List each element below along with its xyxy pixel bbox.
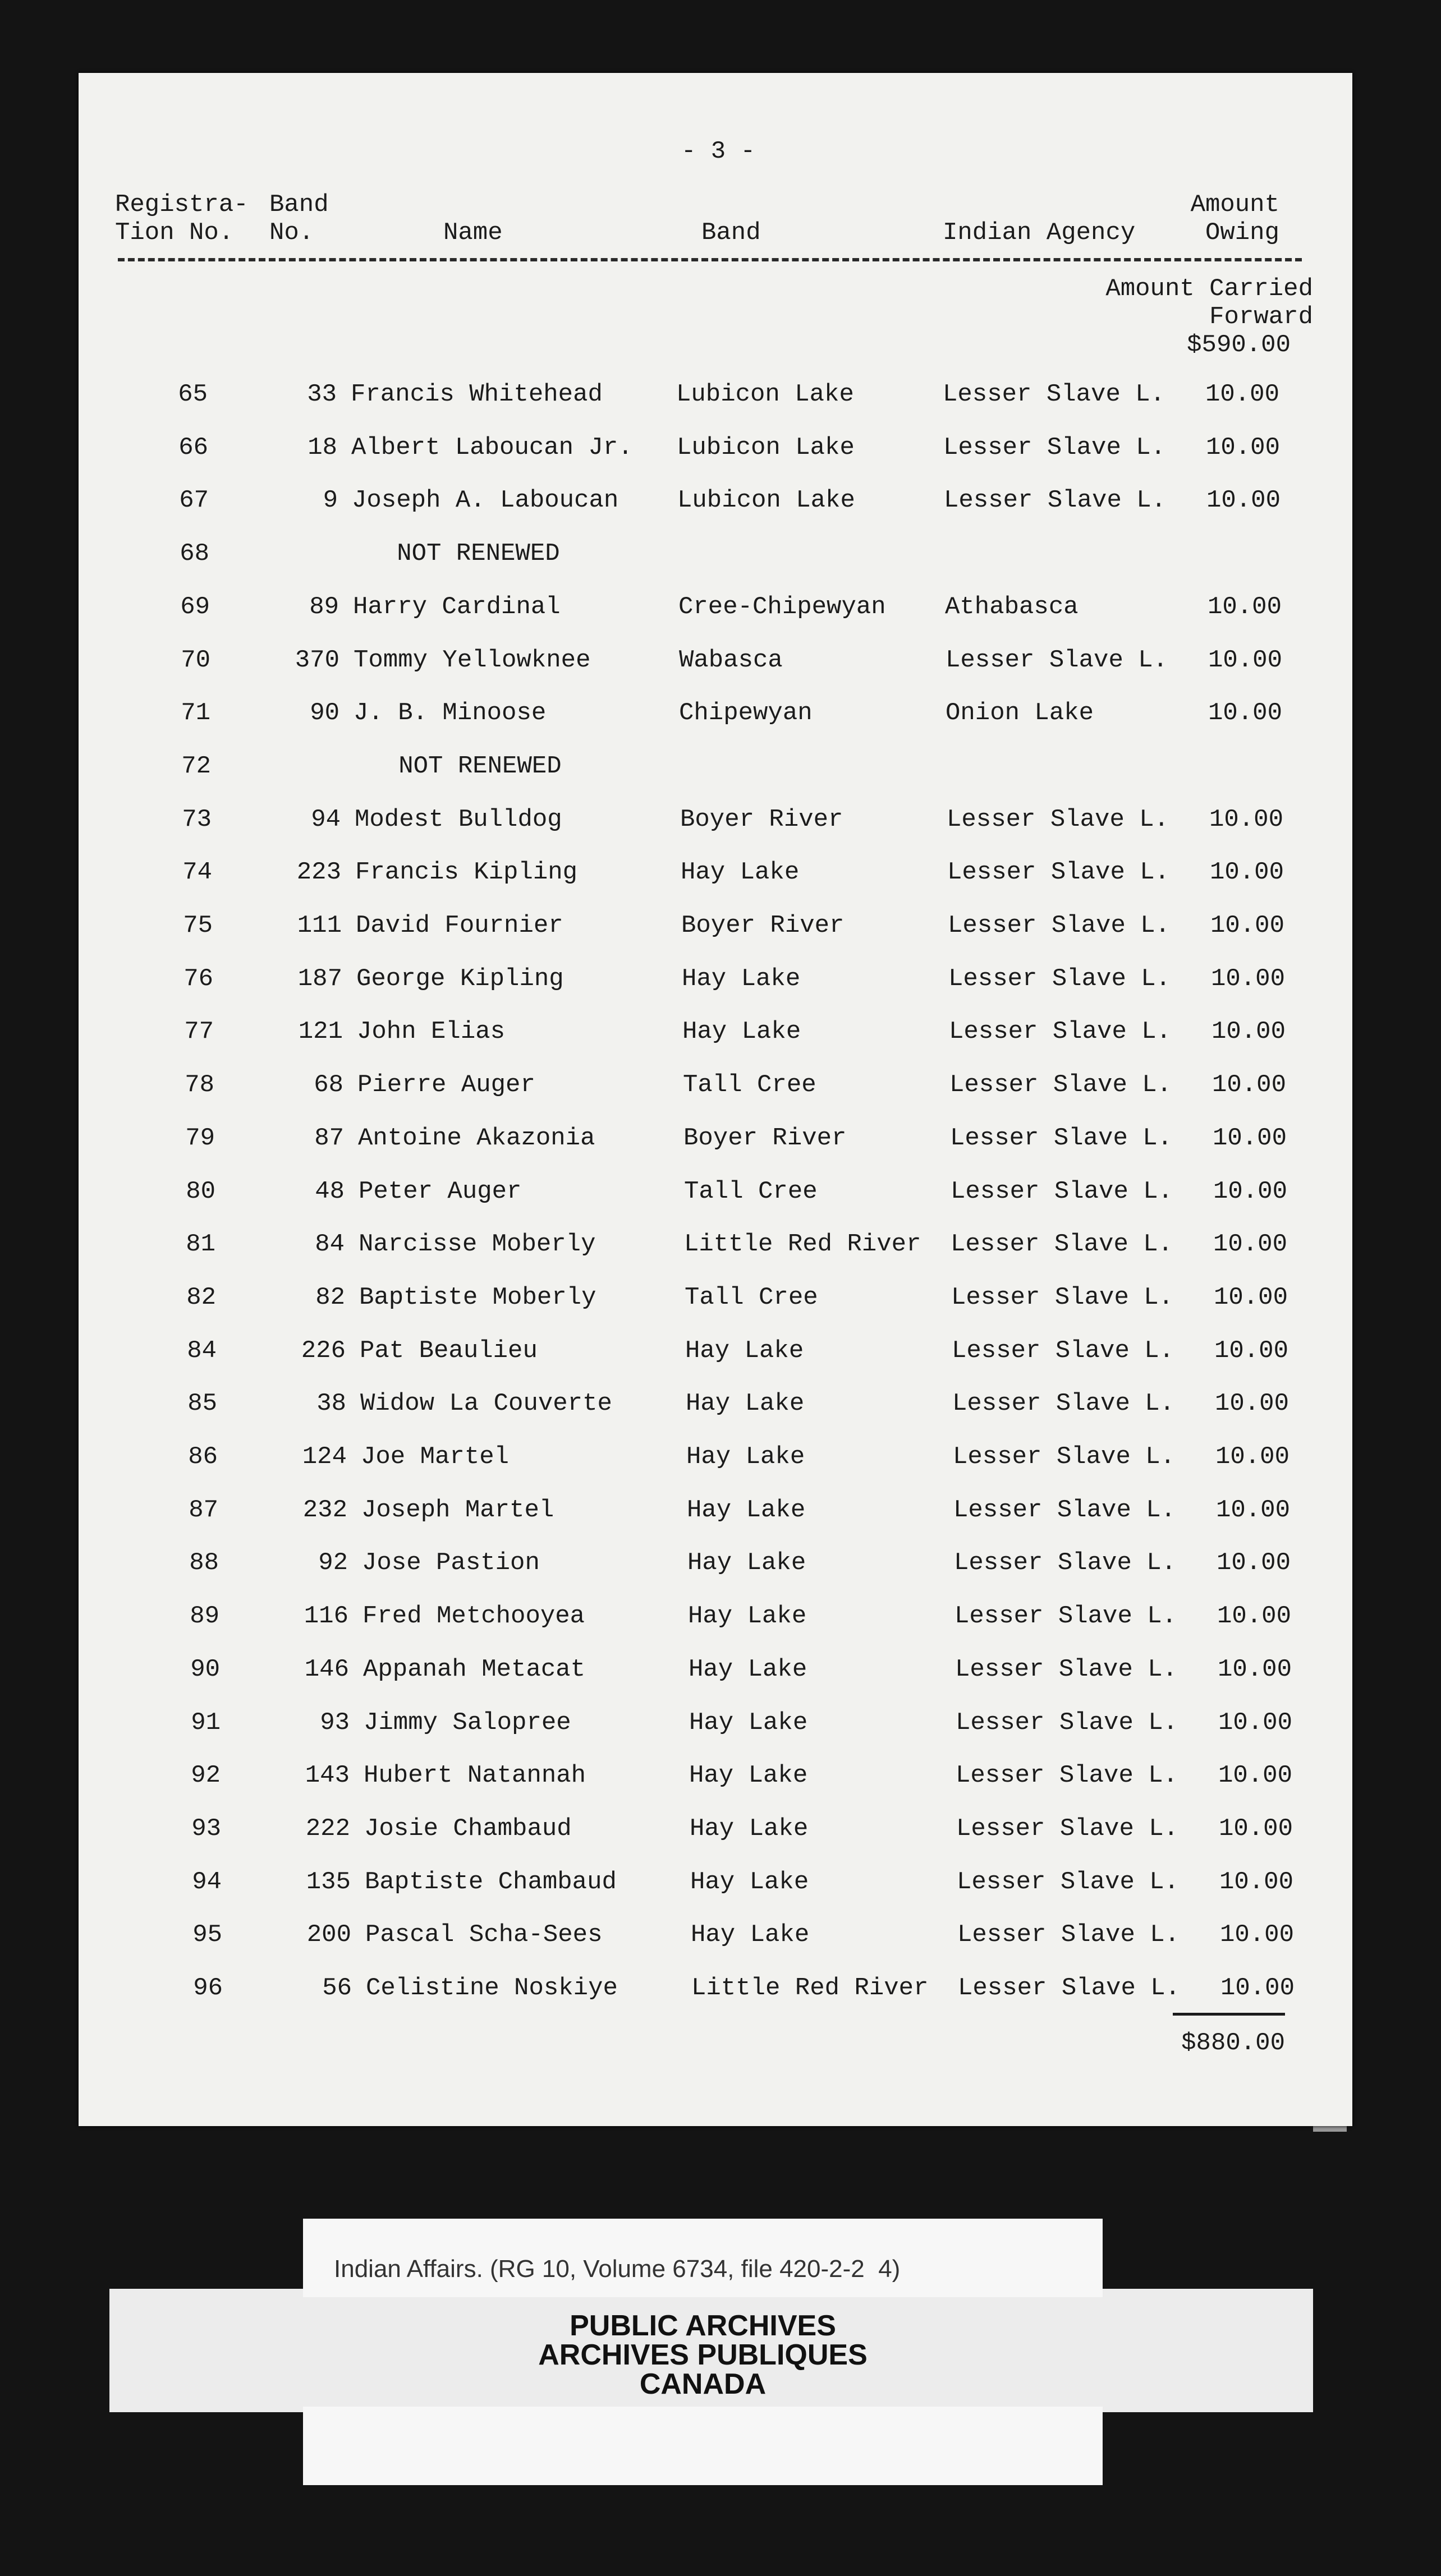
row-band-no: 93 xyxy=(320,1709,350,1737)
row-registration-no: 87 xyxy=(189,1496,218,1524)
row-name: George Kipling xyxy=(356,965,564,993)
row-amount: 10.00 xyxy=(1218,1761,1292,1790)
row-band: Hay Lake xyxy=(687,1549,806,1577)
row-registration-no: 85 xyxy=(187,1390,217,1418)
row-indian-agency: Lesser Slave L. xyxy=(948,912,1171,940)
row-band: Wabasca xyxy=(679,646,783,674)
row-indian-agency: Lesser Slave L. xyxy=(947,858,1170,886)
row-amount: 10.00 xyxy=(1208,699,1282,727)
row-name: Josie Chambaud xyxy=(364,1815,572,1843)
table-row xyxy=(79,1441,1352,1475)
row-name: J. B. Minoose xyxy=(354,699,547,727)
row-band-no: 116 xyxy=(304,1602,348,1630)
row-indian-agency: Lesser Slave L. xyxy=(949,1071,1172,1099)
row-indian-agency: Lesser Slave L. xyxy=(958,1974,1181,2002)
row-band-no: 18 xyxy=(308,434,337,462)
table-row xyxy=(79,1282,1352,1315)
row-band: Cree-Chipewyan xyxy=(678,593,886,621)
row-name: Baptiste Moberly xyxy=(359,1284,596,1312)
row-registration-no: 80 xyxy=(186,1177,215,1206)
row-amount: 10.00 xyxy=(1211,1071,1286,1099)
row-amount: 10.00 xyxy=(1218,1709,1292,1737)
row-band: Lubicon Lake xyxy=(677,434,855,462)
row-band: Hay Lake xyxy=(681,858,800,886)
row-registration-no: 79 xyxy=(185,1124,215,1152)
row-amount: 10.00 xyxy=(1206,486,1281,514)
table-row xyxy=(79,963,1352,997)
row-registration-no: 86 xyxy=(188,1443,218,1471)
row-indian-agency: Lesser Slave L. xyxy=(950,1124,1173,1152)
row-name: Modest Bulldog xyxy=(355,806,562,834)
row-amount: 10.00 xyxy=(1213,1230,1287,1258)
total-underline xyxy=(1173,2013,1285,2016)
table-row xyxy=(79,1016,1352,1050)
row-indian-agency: Lesser Slave L. xyxy=(943,380,1165,408)
row-registration-no: 67 xyxy=(179,486,209,514)
row-indian-agency: Lesser Slave L. xyxy=(956,1709,1178,1737)
row-amount: 10.00 xyxy=(1217,1655,1292,1683)
row-registration-no: 95 xyxy=(192,1921,222,1949)
row-band: Little Red River xyxy=(691,1974,929,2002)
row-indian-agency: Lesser Slave L. xyxy=(949,1018,1172,1046)
row-amount: 10.00 xyxy=(1209,806,1283,834)
row-band-no: 68 xyxy=(314,1071,343,1099)
row-band: Hay Lake xyxy=(689,1655,807,1683)
row-amount: 10.00 xyxy=(1209,858,1284,886)
row-name: Antoine Akazonia xyxy=(358,1124,595,1152)
archive-citation: Indian Affairs. (RG 10, Volume 6734, file 420-2-2 4) xyxy=(334,2255,901,2283)
table-row xyxy=(79,645,1352,678)
table-row xyxy=(79,1866,1352,1900)
row-band-no: 223 xyxy=(296,858,341,886)
archive-stamp-line1: PUBLIC ARCHIVES xyxy=(570,2310,836,2342)
table-row xyxy=(79,697,1352,731)
row-band-no: 121 xyxy=(298,1018,343,1046)
archive-label-top xyxy=(303,2219,1103,2297)
row-indian-agency: Lesser Slave L. xyxy=(953,1496,1176,1524)
row-band: Hay Lake xyxy=(685,1337,804,1365)
row-indian-agency: Lesser Slave L. xyxy=(947,806,1169,834)
table-row xyxy=(79,1388,1352,1422)
row-indian-agency: Lesser Slave L. xyxy=(952,1337,1174,1365)
table-row xyxy=(79,1229,1352,1262)
row-name: Pierre Auger xyxy=(357,1071,535,1099)
row-band-no: 124 xyxy=(302,1443,347,1471)
row-indian-agency: Lesser Slave L. xyxy=(943,434,1166,462)
archive-stamp-line3: CANADA xyxy=(639,2368,767,2400)
row-band-no: 135 xyxy=(306,1868,351,1896)
row-name: Joseph A. Laboucan xyxy=(352,486,619,514)
row-amount: 10.00 xyxy=(1212,1124,1287,1152)
row-amount: 10.00 xyxy=(1219,1921,1294,1949)
row-indian-agency: Lesser Slave L. xyxy=(954,1549,1177,1577)
table-row xyxy=(79,432,1352,466)
row-registration-no: 96 xyxy=(193,1974,223,2002)
row-amount: 10.00 xyxy=(1216,1549,1291,1577)
row-name: NOT RENEWED xyxy=(352,540,560,568)
row-amount: 10.00 xyxy=(1211,1018,1286,1046)
row-indian-agency: Lesser Slave L. xyxy=(948,965,1171,993)
row-band-no: 33 xyxy=(307,380,337,408)
row-registration-no: 82 xyxy=(186,1284,216,1312)
row-band: Lubicon Lake xyxy=(676,380,854,408)
row-amount: 10.00 xyxy=(1210,912,1284,940)
row-name: Fred Metchooyea xyxy=(362,1602,585,1630)
row-band-no: 146 xyxy=(304,1655,349,1683)
row-registration-no: 69 xyxy=(180,593,210,621)
row-band: Hay Lake xyxy=(688,1602,807,1630)
row-indian-agency: Lesser Slave L. xyxy=(956,1761,1178,1790)
carried-forward-label: Amount Carried Forward xyxy=(1105,275,1313,331)
row-indian-agency: Lesser Slave L. xyxy=(951,1177,1173,1206)
table-row xyxy=(79,379,1352,412)
row-registration-no: 78 xyxy=(185,1071,214,1099)
row-band-no: 94 xyxy=(311,806,341,834)
row-band-no: 226 xyxy=(301,1337,346,1365)
row-indian-agency: Lesser Slave L. xyxy=(955,1655,1178,1683)
table-row xyxy=(79,1494,1352,1528)
page-number: - 3 - xyxy=(681,137,756,165)
row-name: Jimmy Salopree xyxy=(364,1709,571,1737)
row-band: Boyer River xyxy=(683,1124,847,1152)
row-name: Harry Cardinal xyxy=(353,593,561,621)
table-row xyxy=(79,1176,1352,1209)
row-band-no: 232 xyxy=(302,1496,347,1524)
row-registration-no: 77 xyxy=(184,1018,214,1046)
row-amount: 10.00 xyxy=(1214,1390,1289,1418)
row-registration-no: 93 xyxy=(191,1815,221,1843)
row-indian-agency: Lesser Slave L. xyxy=(944,486,1167,514)
table-row xyxy=(79,804,1352,838)
row-band: Tall Cree xyxy=(683,1071,816,1099)
table-row xyxy=(79,857,1352,890)
row-indian-agency: Lesser Slave L. xyxy=(954,1602,1177,1630)
row-indian-agency: Onion Lake xyxy=(946,699,1094,727)
archive-stamp xyxy=(303,2311,1103,2399)
header-band: Band xyxy=(701,219,761,247)
table-row xyxy=(79,751,1352,784)
row-name: Pascal Scha-Sees xyxy=(365,1921,603,1949)
row-name: Joseph Martel xyxy=(361,1496,554,1524)
row-registration-no: 75 xyxy=(183,912,213,940)
row-band-no: 89 xyxy=(309,593,339,621)
row-registration-no: 73 xyxy=(182,806,212,834)
row-band-no: 48 xyxy=(315,1177,345,1206)
row-indian-agency: Lesser Slave L. xyxy=(951,1284,1174,1312)
row-registration-no: 65 xyxy=(178,380,208,408)
row-band: Hay Lake xyxy=(689,1709,808,1737)
row-registration-no: 90 xyxy=(190,1655,220,1683)
row-name: Baptiste Chambaud xyxy=(365,1868,617,1896)
row-amount: 10.00 xyxy=(1210,965,1285,993)
row-band: Boyer River xyxy=(680,806,843,834)
row-registration-no: 94 xyxy=(192,1868,222,1896)
table-row xyxy=(79,1069,1352,1103)
row-amount: 10.00 xyxy=(1208,646,1282,674)
row-indian-agency: Athabasca xyxy=(945,593,1079,621)
row-band: Hay Lake xyxy=(686,1390,805,1418)
row-band: Hay Lake xyxy=(682,965,801,993)
row-indian-agency: Lesser Slave L. xyxy=(951,1230,1173,1258)
row-amount: 10.00 xyxy=(1207,593,1282,621)
header-amount-owing: Amount Owing xyxy=(1190,191,1279,247)
row-band: Hay Lake xyxy=(686,1443,805,1471)
row-band-no: 200 xyxy=(306,1921,351,1949)
row-band: Hay Lake xyxy=(682,1018,801,1046)
row-band-no: 222 xyxy=(305,1815,350,1843)
row-registration-no: 84 xyxy=(187,1337,217,1365)
row-registration-no: 74 xyxy=(182,858,212,886)
row-band: Tall Cree xyxy=(684,1177,818,1206)
row-registration-no: 88 xyxy=(189,1549,219,1577)
table-row xyxy=(79,485,1352,518)
row-band: Little Red River xyxy=(684,1230,921,1258)
row-amount: 10.00 xyxy=(1214,1337,1288,1365)
table-row xyxy=(79,1600,1352,1634)
row-band-no: 143 xyxy=(305,1761,350,1790)
row-band: Tall Cree xyxy=(685,1284,818,1312)
row-indian-agency: Lesser Slave L. xyxy=(957,1921,1180,1949)
row-band-no: 370 xyxy=(295,646,339,674)
row-band-no: 82 xyxy=(315,1284,345,1312)
row-band: Boyer River xyxy=(681,912,845,940)
row-name: Hubert Natannah xyxy=(364,1761,586,1790)
table-row xyxy=(79,910,1352,944)
row-band-no: 38 xyxy=(316,1390,346,1418)
header-name: Name xyxy=(443,219,503,247)
row-band-no: 187 xyxy=(297,965,342,993)
archive-stamp-line2: ARCHIVES PUBLIQUES xyxy=(538,2339,868,2371)
row-registration-no: 76 xyxy=(183,965,213,993)
table-row xyxy=(79,1972,1352,2006)
header-divider xyxy=(118,258,1302,261)
table-row xyxy=(79,591,1352,625)
row-amount: 10.00 xyxy=(1213,1177,1287,1206)
row-amount: 10.00 xyxy=(1217,1602,1291,1630)
row-name: John Elias xyxy=(357,1018,506,1046)
row-registration-no: 81 xyxy=(186,1230,215,1258)
row-band-no: 111 xyxy=(297,912,342,940)
row-registration-no: 89 xyxy=(190,1602,219,1630)
row-name: Francis Kipling xyxy=(355,858,578,886)
row-name: Pat Beaulieu xyxy=(360,1337,538,1365)
table-row xyxy=(79,1123,1352,1156)
row-name: Albert Laboucan Jr. xyxy=(351,434,633,462)
row-amount: 10.00 xyxy=(1215,1443,1289,1471)
row-name: Jose Pastion xyxy=(362,1549,540,1577)
row-band-no: 92 xyxy=(318,1549,348,1577)
header-indian-agency: Indian Agency xyxy=(943,219,1136,247)
row-band: Lubicon Lake xyxy=(677,486,855,514)
table-row xyxy=(79,1654,1352,1687)
header-band-no: Band No. xyxy=(269,191,329,247)
archive-label-bottom xyxy=(303,2407,1103,2485)
row-registration-no: 91 xyxy=(191,1709,221,1737)
row-band-no: 84 xyxy=(315,1230,345,1258)
row-amount: 10.00 xyxy=(1219,1868,1293,1896)
table-row xyxy=(79,1707,1352,1741)
row-amount: 10.00 xyxy=(1218,1815,1293,1843)
row-name: Tommy Yellowknee xyxy=(354,646,591,674)
row-band-no: 9 xyxy=(323,486,338,514)
row-amount: 10.00 xyxy=(1205,380,1279,408)
header-registration-no: Registra- Tion No. xyxy=(115,191,249,247)
table-row xyxy=(79,1547,1352,1581)
table-row xyxy=(79,1813,1352,1847)
table-row xyxy=(79,538,1352,572)
row-name: Francis Whitehead xyxy=(351,380,603,408)
row-registration-no: 71 xyxy=(181,699,210,727)
row-registration-no: 72 xyxy=(181,752,211,780)
table-row xyxy=(79,1335,1352,1369)
row-indian-agency: Lesser Slave L. xyxy=(957,1868,1180,1896)
row-indian-agency: Lesser Slave L. xyxy=(953,1443,1176,1471)
row-name: Celistine Noskiye xyxy=(366,1974,618,2002)
row-name: Appanah Metacat xyxy=(363,1655,586,1683)
row-name: Peter Auger xyxy=(359,1177,522,1206)
carried-forward-amount: $590.00 xyxy=(1187,331,1291,359)
table-row xyxy=(79,1760,1352,1793)
row-band: Hay Lake xyxy=(690,1815,809,1843)
grand-total: $880.00 xyxy=(1181,2029,1285,2057)
row-amount: 10.00 xyxy=(1213,1284,1288,1312)
row-band: Hay Lake xyxy=(691,1921,810,1949)
row-band-no: 87 xyxy=(314,1124,344,1152)
row-indian-agency: Lesser Slave L. xyxy=(952,1390,1175,1418)
row-band: Hay Lake xyxy=(690,1868,809,1896)
row-registration-no: 68 xyxy=(180,540,209,568)
row-indian-agency: Lesser Slave L. xyxy=(946,646,1168,674)
row-name: Narcisse Moberly xyxy=(359,1230,596,1258)
row-name: Widow La Couverte xyxy=(360,1390,612,1418)
row-registration-no: 92 xyxy=(191,1761,221,1790)
row-registration-no: 66 xyxy=(178,434,208,462)
row-band-no: 56 xyxy=(322,1974,352,2002)
row-band-no: 90 xyxy=(310,699,339,727)
row-registration-no: 70 xyxy=(181,646,210,674)
row-amount: 10.00 xyxy=(1220,1974,1295,2002)
row-band: Chipewyan xyxy=(679,699,813,727)
row-name: David Fournier xyxy=(356,912,563,940)
row-band: Hay Lake xyxy=(687,1496,806,1524)
document-page xyxy=(79,73,1352,2126)
row-indian-agency: Lesser Slave L. xyxy=(956,1815,1179,1843)
row-amount: 10.00 xyxy=(1215,1496,1290,1524)
row-amount: 10.00 xyxy=(1205,434,1280,462)
row-name: NOT RENEWED xyxy=(354,752,562,780)
table-row xyxy=(79,1919,1352,1953)
row-name: Joe Martel xyxy=(361,1443,510,1471)
row-band: Hay Lake xyxy=(689,1761,808,1790)
